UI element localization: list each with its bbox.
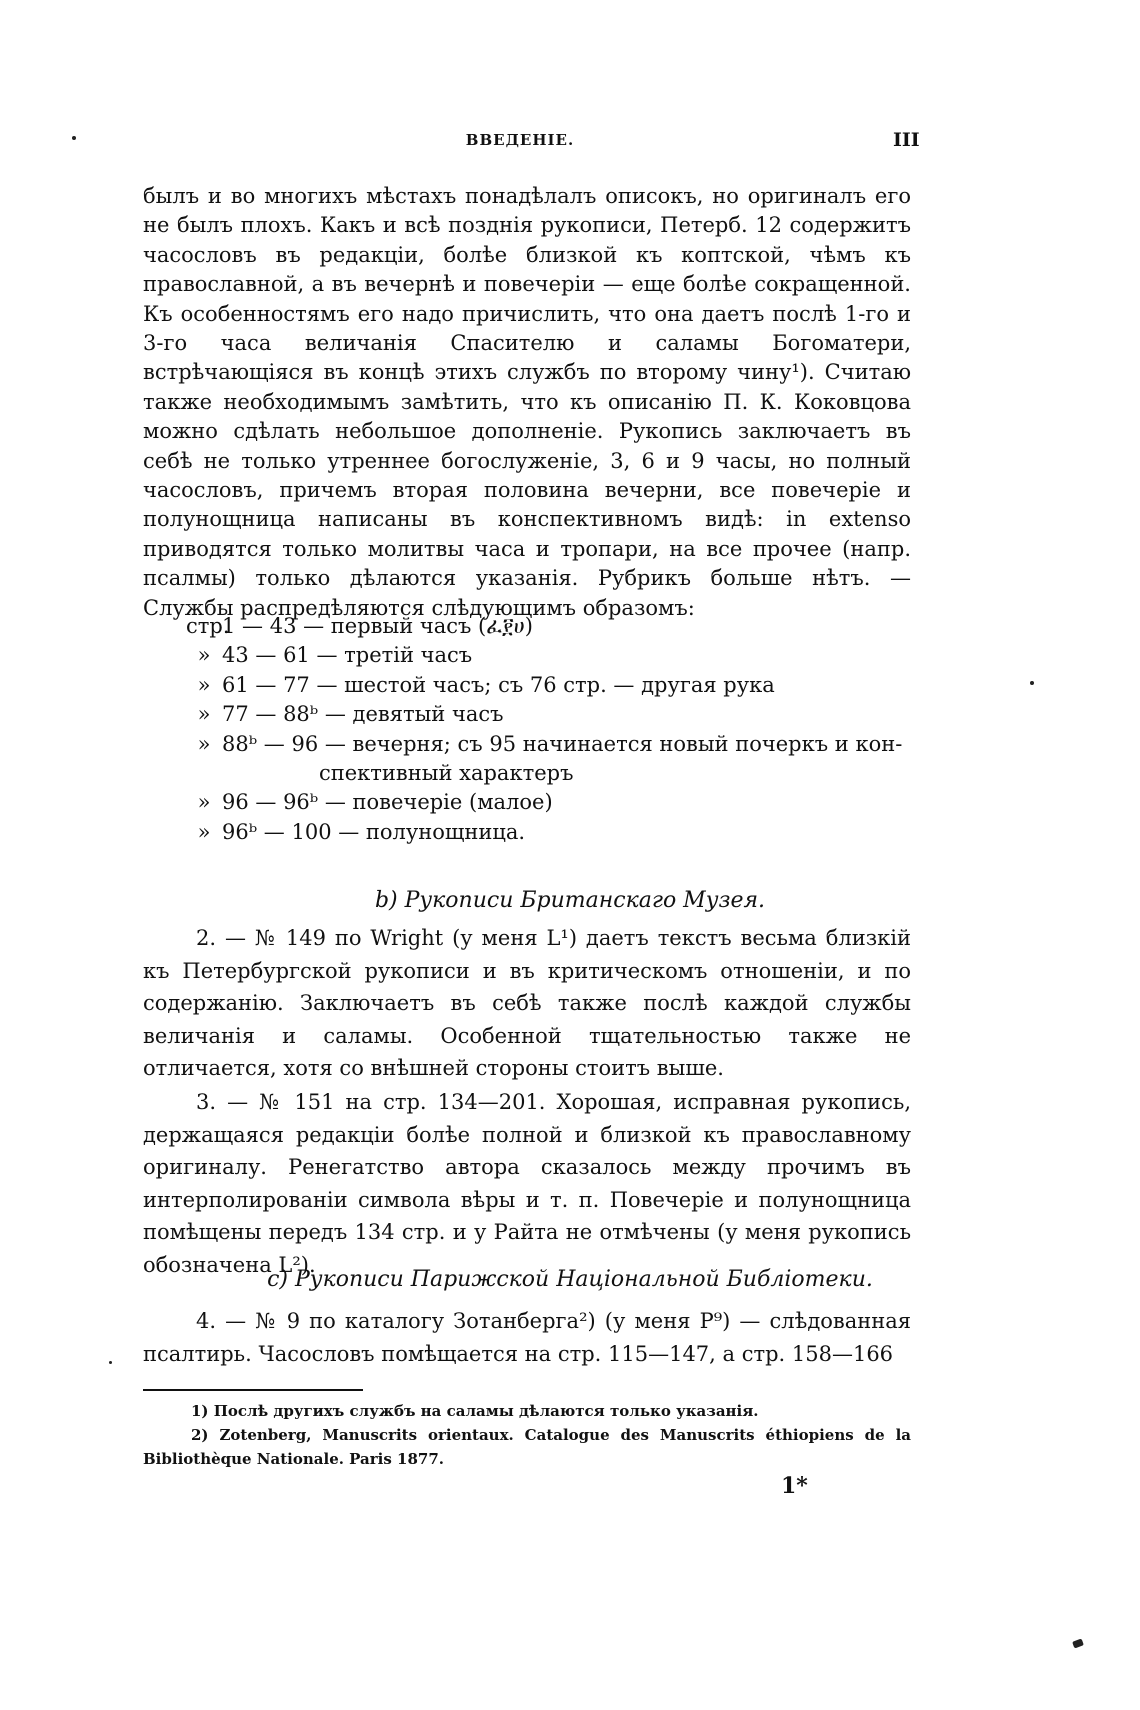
listing-row-continuation: [186, 759, 911, 788]
signature-mark: 1*: [781, 1473, 808, 1499]
running-header-title: ВВЕДЕНІЕ.: [465, 131, 575, 149]
listing-row: [186, 788, 911, 817]
listing-mark: »: [197, 731, 211, 756]
listing-row: [186, 700, 911, 729]
footnotes: [143, 1399, 911, 1471]
page-number: III: [893, 129, 920, 151]
listing-mark: »: [197, 643, 211, 668]
ink-speck: [109, 1361, 112, 1364]
ink-speck: [1072, 1639, 1084, 1649]
paragraph-3: 3. — № 151 на стр. 134—201. Хорошая, исправная рукопись, держащаяся редакціи болѣе полной и близкой къ православному оригиналу. Ренегатство автора сказалось между прочимъ въ интерполированіи символа вѣры и т. п. Повечеріе и полунощница помѣщены передъ 134 стр. и у Райта не отмѣчены (у меня рукопись обозначена L²).: [143, 1090, 911, 1277]
listing-row: [186, 730, 911, 759]
listing-text: 77 — 88ᵇ — девятый часъ: [222, 702, 504, 727]
listing-row: [186, 641, 911, 670]
paragraph-2: 2. — № 149 по Wright (у меня L¹) даетъ текстъ весьма близкій къ Петербургской рукописи и въ критическомъ отношеніи, и по содержанію. Заключаетъ въ себѣ также послѣ каждой службы величанія и саламы. Особенной тщательностью также не отличается, хотя со внѣшней стороны стоитъ выше.: [143, 926, 911, 1080]
footnote-rule: [143, 1389, 363, 1391]
section-heading-paris-library: c) Рукописи Парижской Національной Библіотеки.: [267, 1267, 873, 1292]
ink-speck: [1030, 681, 1034, 685]
listing-text: 1 — 43 — первый часъ (ፈ፻ሀ): [222, 614, 533, 638]
listing-mark: стр.: [186, 614, 230, 638]
service-listing: [186, 612, 911, 847]
listing-mark: [186, 759, 222, 788]
footnote-2: 2) Zotenberg, Manuscrits orientaux. Catalogue des Manuscrits éthiopiens de la Bibliothèque Nationale. Paris 1877.: [143, 1426, 911, 1468]
listing-mark: »: [197, 672, 211, 697]
listing-mark: »: [197, 702, 211, 727]
listing-row: [186, 818, 911, 847]
listing-text: 88ᵇ — 96 — вечерня; съ 95 начинается новый почеркъ и кон-: [222, 731, 903, 756]
listing-text: 61 — 77 — шестой часъ; съ 76 стр. — другая рука: [222, 672, 775, 697]
footnote-1: 1) Послѣ другихъ службъ на саламы дѣлаются только указанія.: [191, 1402, 759, 1420]
listing-text: 96ᵇ — 100 — полунощница.: [222, 819, 526, 844]
listing-row: [186, 612, 911, 641]
section-heading-british-museum: b) Рукописи Британскаго Музея.: [374, 888, 766, 913]
listing-text: 96 — 96ᵇ — повечеріе (малое): [222, 790, 553, 815]
listing-mark: »: [197, 819, 211, 844]
listing-mark: »: [197, 790, 211, 815]
listing-row: [186, 671, 911, 700]
ink-speck: [72, 136, 76, 140]
paragraph-4: 4. — № 9 по каталогу Зотанберга²) (у меня P⁹) — слѣдованная псалтирь. Часословъ помѣщается на стр. 115—147, а стр. 158—166: [143, 1309, 911, 1366]
listing-text: 43 — 61 — третій часъ: [222, 643, 473, 668]
intro-paragraph: былъ и во многихъ мѣстахъ понадѣлалъ описокъ, но оригиналъ его не былъ плохъ. Какъ и всѣ позднія рукописи, Петерб. 12 содержитъ часословъ въ редакціи, болѣе близкой къ коптской, чѣмъ къ православной, а въ вечернѣ и повечеріи — еще болѣе сокращенной. Къ особенностямъ его надо причислить, что она даетъ послѣ 1-го и 3-го часа величанія Спасителю и саламы Богоматери, встрѣчающіяся въ концѣ этихъ службъ по второму чину¹). Считаю также необходимымъ замѣтить, что къ описанію П. К. Коковцова можно сдѣлать небольшое дополненіе. Рукопись заключаетъ въ себѣ не только утреннее богослуженіе, 3, 6 и 9 часы, но полный часословъ, причемъ вторая половина вечерни, все повечеріе и полунощница написаны въ конспективномъ видѣ: in extenso приводятся только молитвы часа и тропари, на все прочее (напр. псалмы) только дѣлаются указанія. Рубрикъ больше нѣтъ. — Службы распредѣляются слѣдующимъ образомъ:: [143, 184, 911, 620]
listing-text: спективный характеръ: [319, 761, 574, 786]
